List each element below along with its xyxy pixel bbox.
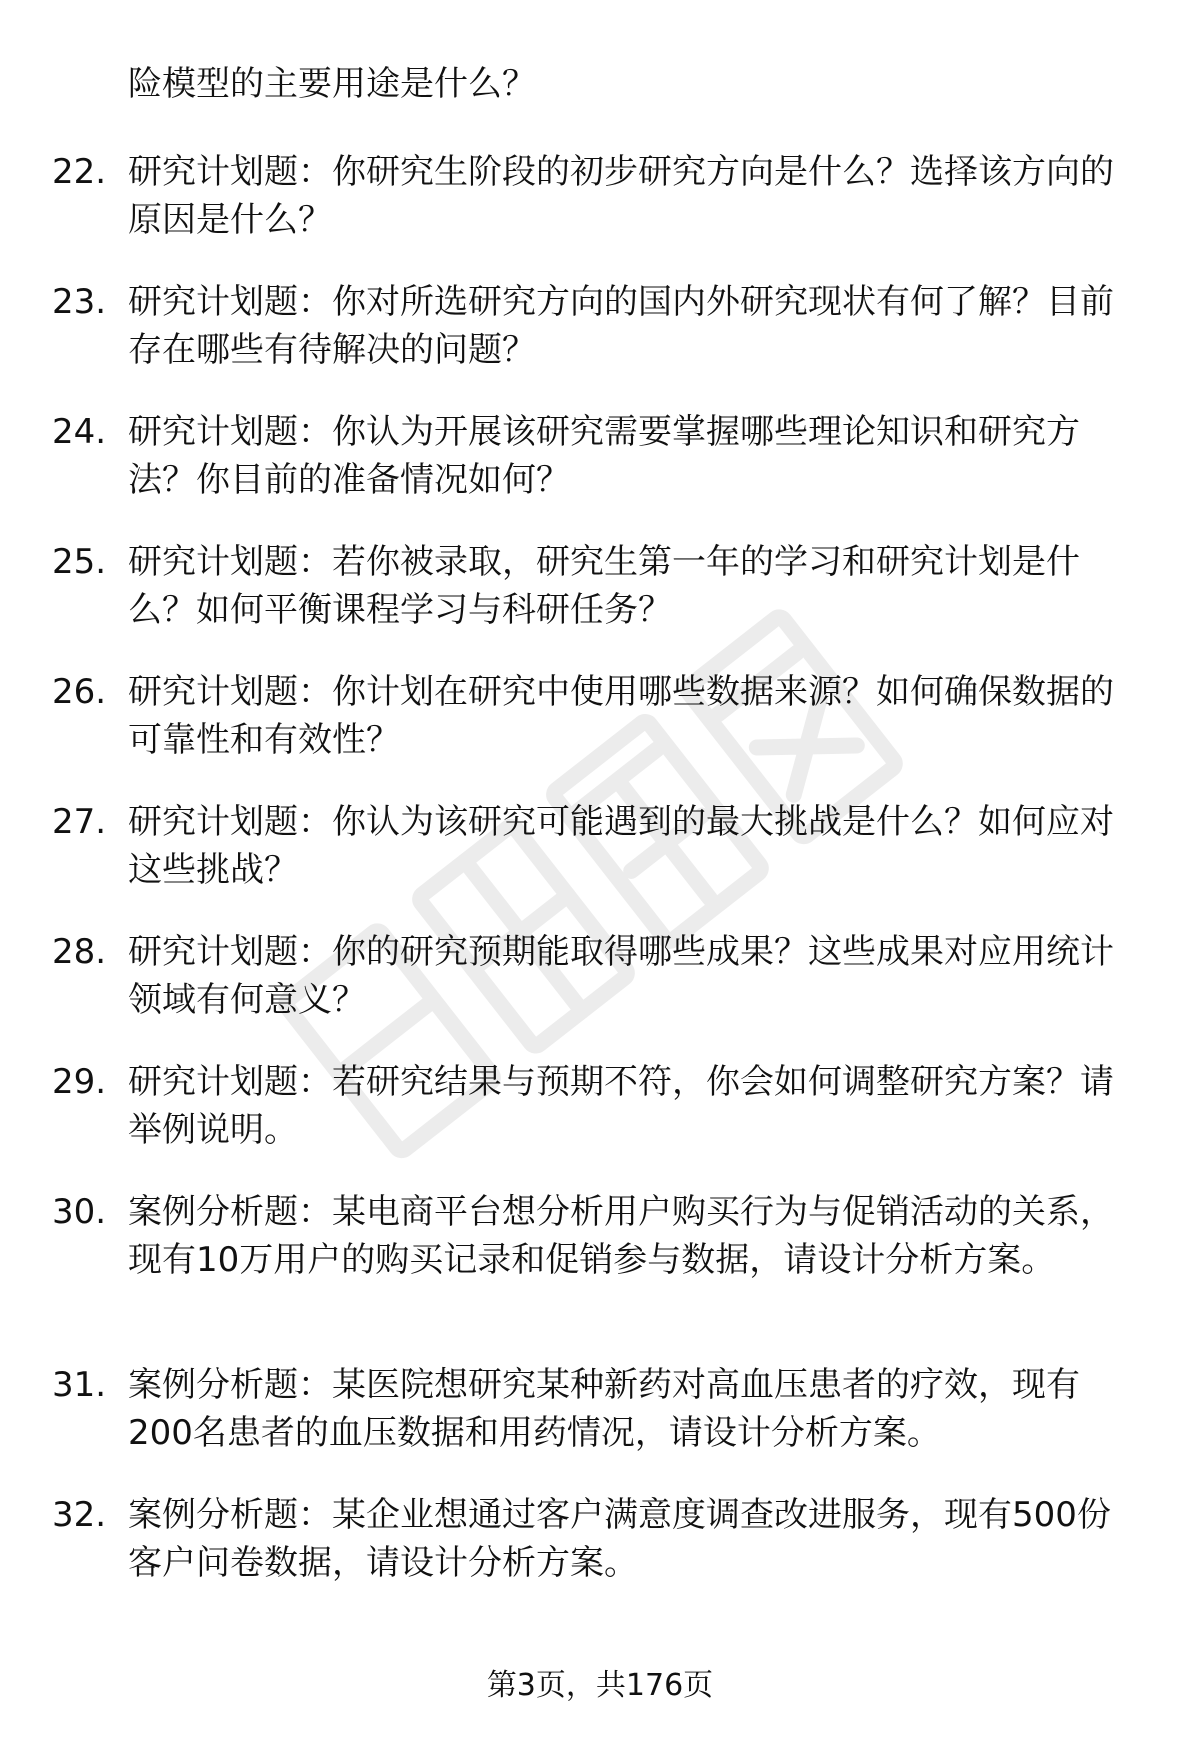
question-text: 案例分析题：某企业想通过客户满意度调查改进服务，现有500份客户问卷数据，请设计分析方案。	[128, 1495, 1111, 1583]
question-text: 研究计划题：你认为开展该研究需要掌握哪些理论知识和研究方法？你目前的准备情况如何？	[128, 412, 1080, 500]
question-text: 研究计划题：你对所选研究方向的国内外研究现状有何了解？目前存在哪些有待解决的问题？	[128, 282, 1114, 370]
question-item	[0, 928, 1200, 1058]
question-number: 28.	[52, 932, 107, 972]
continuation-text: 险模型的主要用途是什么？	[128, 64, 536, 104]
question-number: 31.	[52, 1365, 107, 1405]
question-text: 研究计划题：若你被录取，研究生第一年的学习和研究计划是什么？如何平衡课程学习与科研任务？	[128, 542, 1080, 630]
question-item	[0, 1361, 1200, 1491]
question-item	[0, 798, 1200, 928]
question-number: 27.	[52, 802, 107, 842]
question-number: 32.	[52, 1495, 107, 1535]
question-text: 研究计划题：你认为该研究可能遇到的最大挑战是什么？如何应对这些挑战？	[128, 802, 1114, 890]
question-number: 23.	[52, 282, 107, 322]
question-number: 22.	[52, 152, 107, 192]
question-item	[0, 1491, 1200, 1621]
question-text: 研究计划题：你的研究预期能取得哪些成果？这些成果对应用统计领域有何意义？	[128, 932, 1114, 1020]
question-item	[0, 538, 1200, 668]
page-footer: 第3页，共176页	[486, 1668, 714, 1703]
question-number: 26.	[52, 672, 107, 712]
question-text: 研究计划题：你计划在研究中使用哪些数据来源？如何确保数据的可靠性和有效性？	[128, 672, 1114, 760]
question-text: 案例分析题：某电商平台想分析用户购买行为与促销活动的关系，现有10万用户的购买记录和促销参与数据，请设计分析方案。	[128, 1192, 1114, 1280]
question-item	[0, 408, 1200, 538]
question-number: 24.	[52, 412, 107, 452]
question-item	[0, 278, 1200, 408]
question-text: 研究计划题：你研究生阶段的初步研究方向是什么？选择该方向的原因是什么？	[128, 152, 1114, 240]
question-text: 案例分析题：某医院想研究某种新药对高血压患者的疗效，现有200名患者的血压数据和用药情况，请设计分析方案。	[128, 1365, 1080, 1453]
question-item	[0, 668, 1200, 798]
question-text: 研究计划题：若研究结果与预期不符，你会如何调整研究方案？请举例说明。	[128, 1062, 1114, 1150]
question-item	[0, 1058, 1200, 1188]
question-item	[0, 1188, 1200, 1361]
question-item	[0, 148, 1200, 278]
question-list	[0, 148, 1200, 1621]
question-number: 29.	[52, 1062, 107, 1102]
question-number: 30.	[52, 1192, 107, 1232]
question-number: 25.	[52, 542, 107, 582]
